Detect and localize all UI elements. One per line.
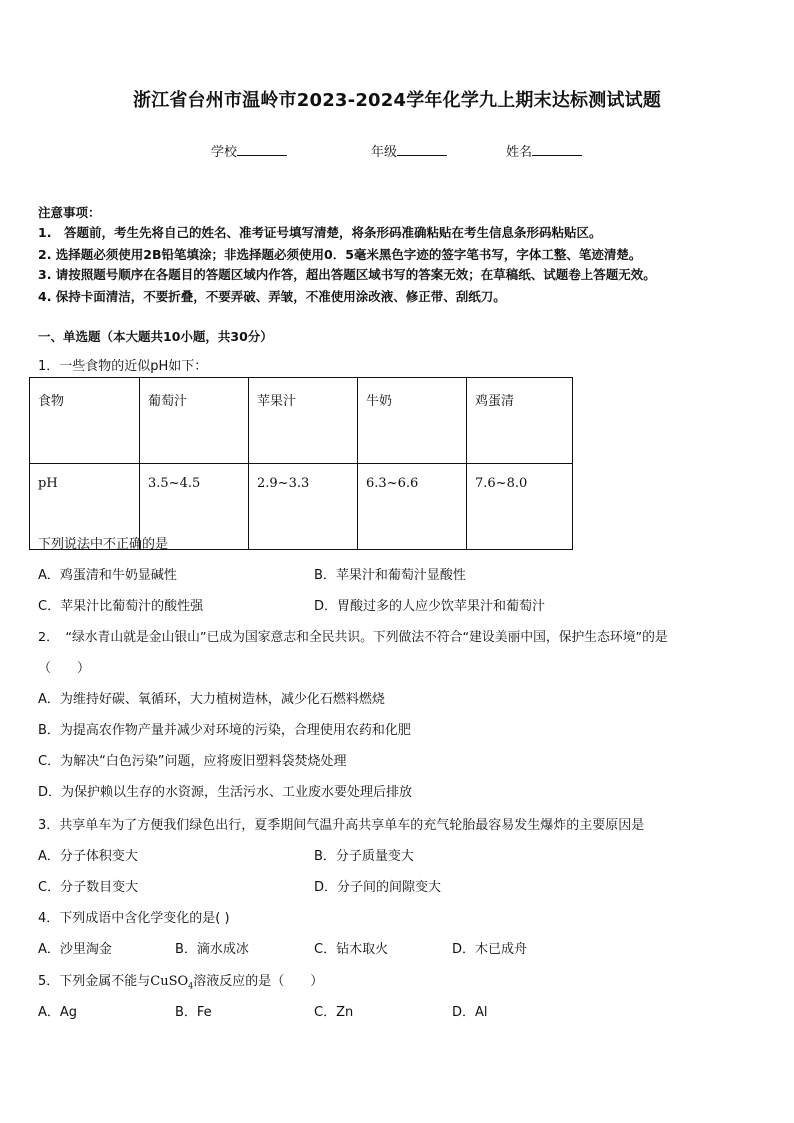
- q5-formula-sub: 4: [188, 981, 194, 991]
- grade-label: 年级: [371, 145, 398, 160]
- table-cell: 7.6~8.0: [467, 464, 573, 550]
- school-blank[interactable]: [237, 143, 287, 156]
- q4-option-c[interactable]: C．钻木取火: [314, 942, 389, 957]
- table-cell: 6.3~6.6: [358, 464, 467, 550]
- name-blank[interactable]: [532, 143, 582, 156]
- q5-option-b[interactable]: B．Fe: [175, 1005, 212, 1020]
- q3-option-d[interactable]: D．分子间的间隙变大: [314, 880, 442, 895]
- q5-formula: CuSO: [150, 974, 189, 989]
- q1-option-a[interactable]: A．鸡蛋清和牛奶显碱性: [38, 568, 177, 583]
- q5-option-c[interactable]: C．Zn: [314, 1005, 354, 1020]
- q4-option-d[interactable]: D．木已成舟: [452, 942, 528, 957]
- q4-option-b[interactable]: B．滴水成冰: [175, 942, 249, 957]
- q2-option-d[interactable]: D．为保护赖以生存的水资源，生活污水、工业废水要处理后排放: [38, 785, 413, 800]
- table-cell: 2.9~3.3: [249, 464, 358, 550]
- q2-paren: （ ）: [38, 661, 91, 676]
- table-header-cell: 苹果汁: [249, 378, 358, 464]
- q1-option-c[interactable]: C．苹果汁比葡萄汁的酸性强: [38, 599, 204, 614]
- grade-field[interactable]: [371, 141, 447, 160]
- school-field[interactable]: [211, 141, 287, 160]
- q3-option-b[interactable]: B．分子质量变大: [314, 849, 414, 864]
- q1-option-b[interactable]: B．苹果汁和葡萄汁显酸性: [314, 568, 466, 583]
- school-label: 学校: [211, 145, 238, 160]
- note-item: 1. 答题前，考生先将自己的姓名、准考证号填写清楚，将条形码准确粘贴在考生信息条形码粘贴区。: [38, 225, 602, 240]
- grade-blank[interactable]: [397, 143, 447, 156]
- note-item: 4. 保持卡面清洁，不要折叠，不要弄破、弄皱，不准使用涂改液、修正带、刮纸刀。: [38, 289, 506, 304]
- table-header-cell: 牛奶: [358, 378, 467, 464]
- table-cell: pH: [30, 464, 140, 550]
- table-header-cell: 葡萄汁: [140, 378, 249, 464]
- q5-stem-post: 溶液反应的是（ ）: [193, 974, 324, 989]
- q5-option-d[interactable]: D．Al: [452, 1005, 488, 1020]
- q1-followup: 下列说法中不正确的是: [38, 537, 169, 552]
- q5-stem: [38, 970, 323, 991]
- name-label: 姓名: [506, 145, 533, 160]
- q1-option-d[interactable]: D．胃酸过多的人应少饮苹果汁和葡萄汁: [314, 599, 546, 614]
- table-cell: 3.5~4.5: [140, 464, 249, 550]
- q1-stem: 1．一些食物的近似pH如下：: [38, 359, 208, 374]
- q2-option-c[interactable]: C．为解决“白色污染”问题，应将废旧塑料袋焚烧处理: [38, 754, 347, 769]
- q4-option-a[interactable]: A．沙里淘金: [38, 942, 112, 957]
- page-title: 浙江省台州市温岭市2023-2024学年化学九上期末达标测试试题: [132, 90, 662, 111]
- q3-stem: 3．共享单车为了方便我们绿色出行，夏季期间气温升高共享单车的充气轮胎最容易发生爆炸的主要原因是: [38, 818, 645, 833]
- name-field[interactable]: [506, 141, 582, 160]
- q4-stem: 4．下列成语中含化学变化的是( ): [38, 911, 230, 926]
- table-header-cell: 鸡蛋清: [467, 378, 573, 464]
- q3-option-a[interactable]: A．分子体积变大: [38, 849, 138, 864]
- table-row: [30, 378, 573, 464]
- note-item: 3. 请按照题号顺序在各题目的答题区域内作答，超出答题区域书写的答案无效；在草稿纸、试题卷上答题无效。: [38, 267, 656, 282]
- q3-option-c[interactable]: C．分子数目变大: [38, 880, 139, 895]
- table-header-cell: 食物: [30, 378, 140, 464]
- q2-stem: 2． “绿水青山就是金山银山”已成为国家意志和全民共识。下列做法不符合“建设美丽中国，保护生态环境”的是: [38, 630, 668, 645]
- notes-heading: 注意事项：: [38, 205, 101, 220]
- section-heading: 一、单选题（本大题共10小题，共30分）: [38, 329, 273, 344]
- q2-option-b[interactable]: B．为提高农作物产量并减少对环境的污染，合理使用农药和化肥: [38, 723, 411, 738]
- note-item: 2. 选择题必须使用2B铅笔填涂；非选择题必须使用0．5毫米黑色字迹的签字笔书写，字体工整、笔迹清楚。: [38, 247, 642, 262]
- q2-option-a[interactable]: A．为维持好碳、氧循环，大力植树造林，减少化石燃料燃烧: [38, 692, 385, 707]
- q5-option-a[interactable]: A．Ag: [38, 1005, 78, 1020]
- ph-table: [29, 377, 573, 550]
- q5-stem-pre: 5．下列金属不能与: [38, 974, 151, 989]
